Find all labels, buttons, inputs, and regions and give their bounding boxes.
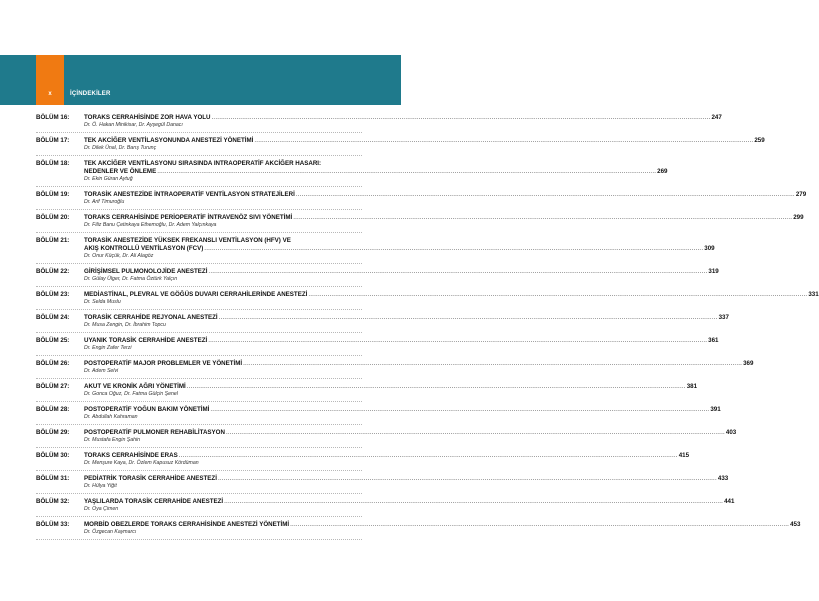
toc-entry[interactable] — [36, 360, 754, 379]
dot-leader: .................................................................................................................................................................................................................................................................... — [295, 191, 795, 198]
dot-leader: .................................................................................................................................................................................................................................................................... — [211, 114, 711, 121]
toc-entry[interactable] — [36, 498, 735, 517]
toc-entry[interactable] — [36, 191, 807, 210]
entry-divider — [36, 401, 362, 402]
chapter-title: MEDİASTİNAL, PLEVRAL VE GÖĞÜS DUVARI CERRAHİLERİNDE ANESTEZİ — [84, 291, 308, 298]
entry-divider — [36, 378, 362, 379]
section-title: İÇİNDEKİLER — [70, 91, 111, 97]
chapter-label: BÖLÜM 28: — [36, 406, 70, 413]
chapter-authors: Dr. Filiz Banu Çetinkaya Ethemoğlu, Dr. Adem Yalçınkaya — [84, 222, 217, 228]
page-number-ref: 441 — [724, 498, 735, 505]
page-number-ref: 391 — [710, 406, 721, 413]
chapter-label: BÖLÜM 25: — [36, 337, 70, 344]
toc-entry[interactable] — [36, 268, 719, 287]
entry-divider — [36, 186, 362, 187]
page-number-ref: 247 — [711, 114, 722, 121]
toc-entry[interactable] — [36, 337, 719, 356]
chapter-label: BÖLÜM 31: — [36, 475, 70, 482]
entry-divider — [36, 539, 362, 540]
chapter-authors: Dr. Oya Çimen — [84, 506, 119, 512]
toc-entry[interactable] — [36, 383, 698, 402]
chapter-label: BÖLÜM 19: — [36, 191, 70, 198]
entry-divider — [36, 516, 362, 517]
chapter-authors: Dr. Onur Küçük, Dr. Ali Alagöz — [84, 253, 154, 259]
dot-leader: .................................................................................................................................................................................................................................................................... — [218, 314, 718, 321]
page-number-ref: 331 — [808, 291, 819, 298]
dot-leader: .................................................................................................................................................................................................................................................................... — [254, 137, 754, 144]
chapter-label: BÖLÜM 24: — [36, 314, 70, 321]
chapter-title: MORBİD OBEZLERDE TORAKS CERRAHİSİNDE ANESTEZİ YÖNETİMİ — [84, 521, 290, 528]
chapter-title: TORASİK CERRAHİDE REJYONAL ANESTEZİ — [84, 314, 218, 321]
chapter-title: POSTOPERATİF PULMONER REHABİLİTASYON — [84, 429, 225, 436]
toc-entry[interactable] — [36, 452, 690, 471]
page-number-ref: 381 — [686, 383, 698, 390]
entry-divider — [36, 447, 362, 448]
page-number-ref: 259 — [754, 137, 765, 144]
entry-divider — [36, 209, 362, 210]
page-number-ref: 299 — [793, 214, 804, 221]
chapter-title: TORASİK ANESTEZİDE İNTRAOPERATİF VENTİLASYON STRATEJİLERİ — [84, 191, 295, 198]
chapter-authors: Dr. Özgecan Kaymarcı — [84, 529, 137, 535]
entry-divider — [36, 132, 362, 133]
chapter-title: TORAKS CERRAHİSİNDE PERİOPERATİF İNTRAVENÖZ SIVI YÖNETİMİ — [84, 214, 293, 221]
chapter-title: NEDENLER VE ÖNLEME — [84, 168, 157, 175]
chapter-title: AKIŞ KONTROLLÜ VENTİLASYON (FCV) — [84, 245, 204, 252]
entry-divider — [36, 232, 362, 233]
chapter-authors: Dr. Hülya Yiğit — [84, 483, 117, 489]
chapter-title: YAŞLILARDA TORASİK CERRAHİDE ANESTEZİ — [84, 498, 224, 505]
entry-divider — [36, 424, 362, 425]
entry-divider — [36, 286, 362, 287]
page-number-ref: 415 — [678, 452, 690, 459]
chapter-authors: Dr. Menşure Kaya, Dr. Özlem Kapusuz Kördüman — [84, 460, 199, 466]
chapter-label: BÖLÜM 23: — [36, 291, 70, 298]
toc-entry[interactable] — [36, 114, 722, 133]
toc-entry[interactable] — [36, 475, 729, 494]
entry-divider — [36, 470, 362, 471]
chapter-authors: Dr. Selda Muslu — [84, 299, 121, 305]
chapter-authors: Dr. Gülay Ülger, Dr. Fatma Öztürk Yalçın — [84, 276, 178, 282]
dot-leader: .................................................................................................................................................................................................................................................................... — [224, 498, 724, 505]
page-number-ref: 369 — [743, 360, 754, 367]
header-accent — [36, 55, 64, 105]
chapter-title: UYANIK TORASİK CERRAHİDE ANESTEZİ — [84, 337, 208, 344]
chapter-label: BÖLÜM 26: — [36, 360, 70, 367]
chapter-label: BÖLÜM 20: — [36, 214, 70, 221]
toc-entry[interactable] — [36, 429, 737, 448]
chapter-label: BÖLÜM 18: — [36, 160, 70, 167]
chapter-title: PEDİATRİK TORASİK CERRAHİDE ANESTEZİ — [84, 475, 217, 482]
chapter-label: BÖLÜM 17: — [36, 137, 70, 144]
page-number-ref: 337 — [718, 314, 729, 321]
page-number-ref: 269 — [657, 168, 668, 175]
chapter-label: BÖLÜM 21: — [36, 237, 70, 244]
chapter-authors: Dr. Engin Zafer Terzi — [84, 345, 132, 351]
chapter-label: BÖLÜM 33: — [36, 521, 70, 528]
dot-leader: .................................................................................................................................................................................................................................................................... — [208, 268, 708, 275]
chapter-title-line: TORASİK ANESTEZİDE YÜKSEK FREKANSLI VENTİLASYON (HFV) VE — [84, 237, 291, 244]
dot-leader: .................................................................................................................................................................................................................................................................... — [293, 214, 793, 221]
dot-leader: .................................................................................................................................................................................................................................................................... — [308, 291, 808, 298]
entry-divider — [36, 155, 362, 156]
chapter-title: TORAKS CERRAHİSİNDE ERAS — [84, 452, 178, 459]
entry-divider — [36, 332, 362, 333]
chapter-authors: Dr. Dilek Ünal, Dr. Barış Turunç — [84, 145, 157, 151]
chapter-title: TORAKS CERRAHİSİNDE ZOR HAVA YOLU — [84, 114, 211, 121]
chapter-title-line: TEK AKCİĞER VENTİLASYONU SIRASINDA INTRAOPERATİF AKCİĞER HASARI: — [84, 160, 322, 167]
chapter-label: BÖLÜM 27: — [36, 383, 70, 390]
dot-leader: .................................................................................................................................................................................................................................................................... — [290, 521, 790, 528]
toc-entry[interactable] — [36, 314, 729, 333]
chapter-label: BÖLÜM 29: — [36, 429, 70, 436]
dot-leader: .................................................................................................................................................................................................................................................................... — [225, 429, 725, 436]
dot-leader: .................................................................................................................................................................................................................................................................... — [157, 168, 657, 175]
page-number-ref: 453 — [790, 521, 801, 528]
dot-leader: .................................................................................................................................................................................................................................................................... — [243, 360, 743, 367]
table-of-contents — [36, 114, 819, 544]
dot-leader: .................................................................................................................................................................................................................................................................... — [204, 245, 704, 252]
chapter-label: BÖLÜM 30: — [36, 452, 70, 459]
toc-entry[interactable] — [36, 214, 804, 233]
chapter-authors: Dr. Musa Zengin, Dr. İbrahim Topcu — [84, 322, 166, 328]
toc-entry[interactable] — [36, 237, 715, 264]
page-number-ref: 279 — [795, 191, 807, 198]
page-number-ref: 433 — [717, 475, 729, 482]
dot-leader: .................................................................................................................................................................................................................................................................... — [186, 383, 686, 390]
dot-leader: .................................................................................................................................................................................................................................................................... — [208, 337, 708, 344]
chapter-title: POSTOPERATİF MAJOR PROBLEMLER VE YÖNETİMİ — [84, 360, 243, 367]
toc-entry[interactable] — [36, 406, 721, 425]
chapter-authors: Dr. Ö. Hakan Minikisar, Dr. Ayşegül Danacı — [84, 122, 183, 128]
page-number-ref: 361 — [708, 337, 719, 344]
chapter-label: BÖLÜM 16: — [36, 114, 70, 121]
chapter-authors: Dr. Gonca Oğuz, Dr. Fatma Gülçin Şenel — [84, 391, 178, 397]
toc-entry[interactable] — [36, 160, 668, 187]
chapter-title: TEK AKCİĞER VENTİLASYONUNDA ANESTEZİ YÖNETİMİ — [84, 137, 254, 144]
chapter-title: POSTOPERATİF YOĞUN BAKIM YÖNETİMİ — [84, 406, 210, 413]
chapter-title: GİRİŞİMSEL PULMONOLOJİDE ANESTEZİ — [84, 268, 208, 275]
chapter-authors: Dr. Arif Timuroğlu — [84, 199, 125, 205]
toc-entry[interactable] — [36, 521, 801, 540]
entry-divider — [36, 263, 362, 264]
chapter-label: BÖLÜM 22: — [36, 268, 70, 275]
chapter-authors: Dr. Ekin Güran Aytuğ — [84, 176, 133, 182]
dot-leader: .................................................................................................................................................................................................................................................................... — [217, 475, 717, 482]
dot-leader: .................................................................................................................................................................................................................................................................... — [210, 406, 710, 413]
chapter-authors: Dr. Adem Selvi — [84, 368, 119, 374]
entry-divider — [36, 355, 362, 356]
chapter-title: AKUT VE KRONİK AĞRI YÖNETİMİ — [84, 383, 186, 390]
entry-divider — [36, 493, 362, 494]
entry-divider — [36, 309, 362, 310]
page-number-ref: 319 — [708, 268, 719, 275]
toc-entry[interactable] — [36, 137, 765, 156]
page-number-ref: 403 — [725, 429, 737, 436]
chapter-authors: Dr. Abdullah Kahraman — [84, 414, 138, 420]
page-number: x — [48, 91, 52, 97]
toc-entry[interactable] — [36, 291, 819, 310]
chapter-label: BÖLÜM 32: — [36, 498, 70, 505]
dot-leader: .................................................................................................................................................................................................................................................................... — [178, 452, 678, 459]
page-number-ref: 309 — [704, 245, 715, 252]
chapter-authors: Dr. Mustafa Engin Şahin — [84, 437, 141, 443]
